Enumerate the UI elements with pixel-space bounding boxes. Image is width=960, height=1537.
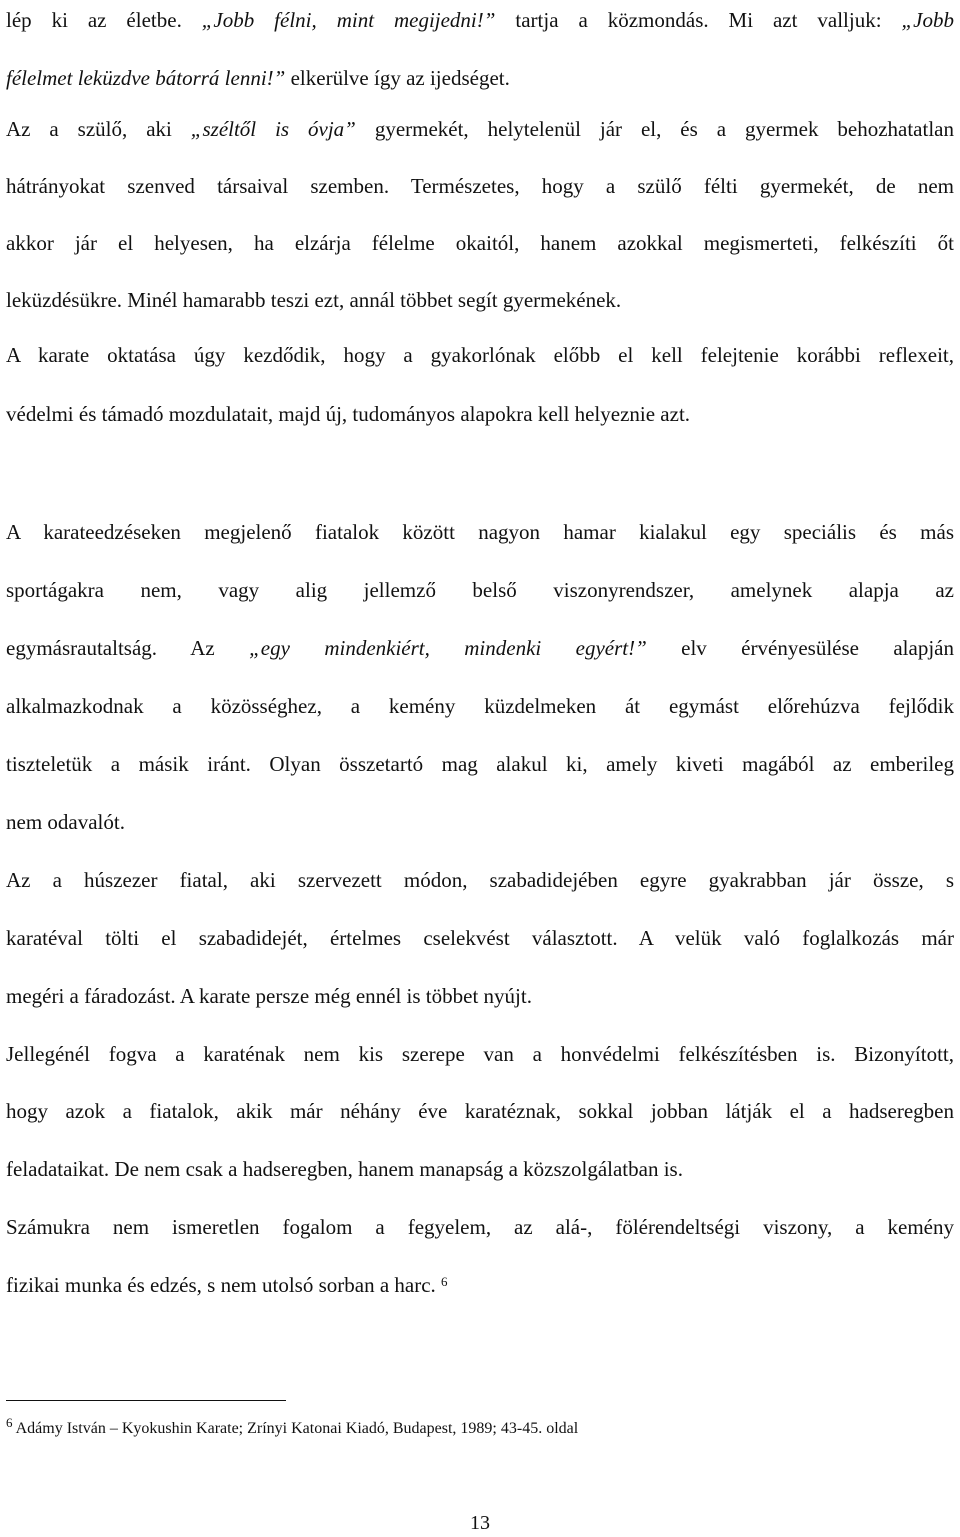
text-segment: Jellegénél fogva a karaténak nem kis szerepe van a honvédelmi felkészítésben is. Bizonyított, (6, 1042, 954, 1066)
text-line (6, 1271, 954, 1299)
text-segment: akkor jár el helyesen, ha elzárja félelme okaitól, hanem azokkal megismerteti, felkészíti őt (6, 231, 954, 255)
text-line (6, 400, 954, 428)
text-line (6, 692, 954, 720)
text-segment: megéri a fáradozást. A karate persze még ennél is többet nyújt. (6, 984, 532, 1008)
text-segment: A karate oktatása úgy kezdődik, hogy a gyakorlónak előbb el kell felejtenie korábbi reflexeit, (6, 343, 954, 367)
text-line (6, 1040, 954, 1068)
italic-text: „Jobb (901, 8, 954, 32)
italic-text: „egy mindenkiért, mindenki egyért!” (249, 636, 647, 660)
text-segment: karatéval tölti el szabadidejét, értelmes cselekvést választott. A velük való foglalkozás már (6, 926, 954, 950)
text-line (6, 1097, 954, 1125)
footnote-separator (6, 1400, 286, 1401)
text-line (6, 286, 954, 314)
text-segment: feladataikat. De nem csak a hadseregben, hanem manapság a közszolgálatban is. (6, 1157, 683, 1181)
text-segment: nem odavalót. (6, 810, 125, 834)
text-segment: gyermekét, helytelenül jár el, és a gyermek behozhatatlan (355, 117, 954, 141)
text-line (6, 229, 954, 257)
text-segment: Számukra nem ismeretlen fogalom a fegyelem, az alá-, fölérendeltségi viszony, a kemény (6, 1215, 954, 1239)
page-number: 13 (470, 1512, 490, 1534)
italic-text: „Jobb félni, mint megijedni!” (201, 8, 496, 32)
text-segment: védelmi és támadó mozdulatait, majd új, tudományos alapokra kell helyeznie azt. (6, 402, 691, 426)
text-segment: elv érvényesülése alapján (646, 636, 954, 660)
text-line (6, 924, 954, 952)
text-line (6, 750, 954, 778)
text-segment: alkalmazkodnak a közösséghez, a kemény küzdelmeken át egymást előrehúzva fejlődik (6, 694, 954, 718)
text-segment: hogy azok a fiatalok, akik már néhány éve karatéznak, sokkal jobban látják el a hadseregben (6, 1099, 954, 1123)
italic-text: „széltől is óvja” (190, 117, 356, 141)
text-segment: fizikai munka és edzés, s nem utolsó sorban a harc. (6, 1273, 442, 1297)
text-line (6, 64, 954, 92)
italic-text: félelmet leküzdve bátorrá lenni!” (6, 66, 286, 90)
text-segment: egymásrautaltság. Az (6, 636, 250, 660)
text-segment: lép ki az életbe. (6, 8, 202, 32)
text-line (6, 982, 954, 1010)
text-segment: tiszteletük a másik iránt. Olyan összetartó mag alakul ki, amely kiveti magából az emberileg (6, 752, 954, 776)
text-segment: A karateedzéseken megjelenő fiatalok között nagyon hamar kialakul egy speciális és más (6, 520, 954, 544)
text-line (6, 576, 954, 604)
footnote (6, 1415, 579, 1440)
text-segment: Az a szülő, aki (6, 117, 191, 141)
text-segment: hátrányokat szenved társaival szemben. Természetes, hogy a szülő félti gyermekét, de nem (6, 174, 954, 198)
text-line (6, 172, 954, 200)
text-segment: tartja a közmondás. Mi azt valljuk: (495, 8, 902, 32)
text-line (6, 341, 954, 369)
text-line (6, 866, 954, 894)
text-segment: sportágakra nem, vagy alig jellemző belső viszonyrendszer, amelynek alapja az (6, 578, 954, 602)
text-line (6, 1213, 954, 1241)
footnote-text: Adámy István – Kyokushin Karate; Zrínyi Katonai Kiadó, Budapest, 1989; 43-45. oldal (12, 1420, 579, 1437)
text-segment: elkerülve így az ijedséget. (285, 66, 510, 90)
text-line (6, 6, 954, 34)
text-line (6, 518, 954, 546)
text-line (6, 634, 954, 662)
footnote-reference: 6 (441, 1274, 448, 1289)
text-line (6, 115, 954, 143)
text-line (6, 808, 954, 836)
text-segment: Az a húszezer fiatal, aki szervezett módon, szabadidejében egyre gyakrabban jár össze, s (6, 868, 954, 892)
footnote-number: 6 (6, 1415, 13, 1430)
text-segment: leküzdésükre. Minél hamarabb teszi ezt, annál többet segít gyermekének. (6, 288, 622, 312)
text-line (6, 1155, 954, 1183)
